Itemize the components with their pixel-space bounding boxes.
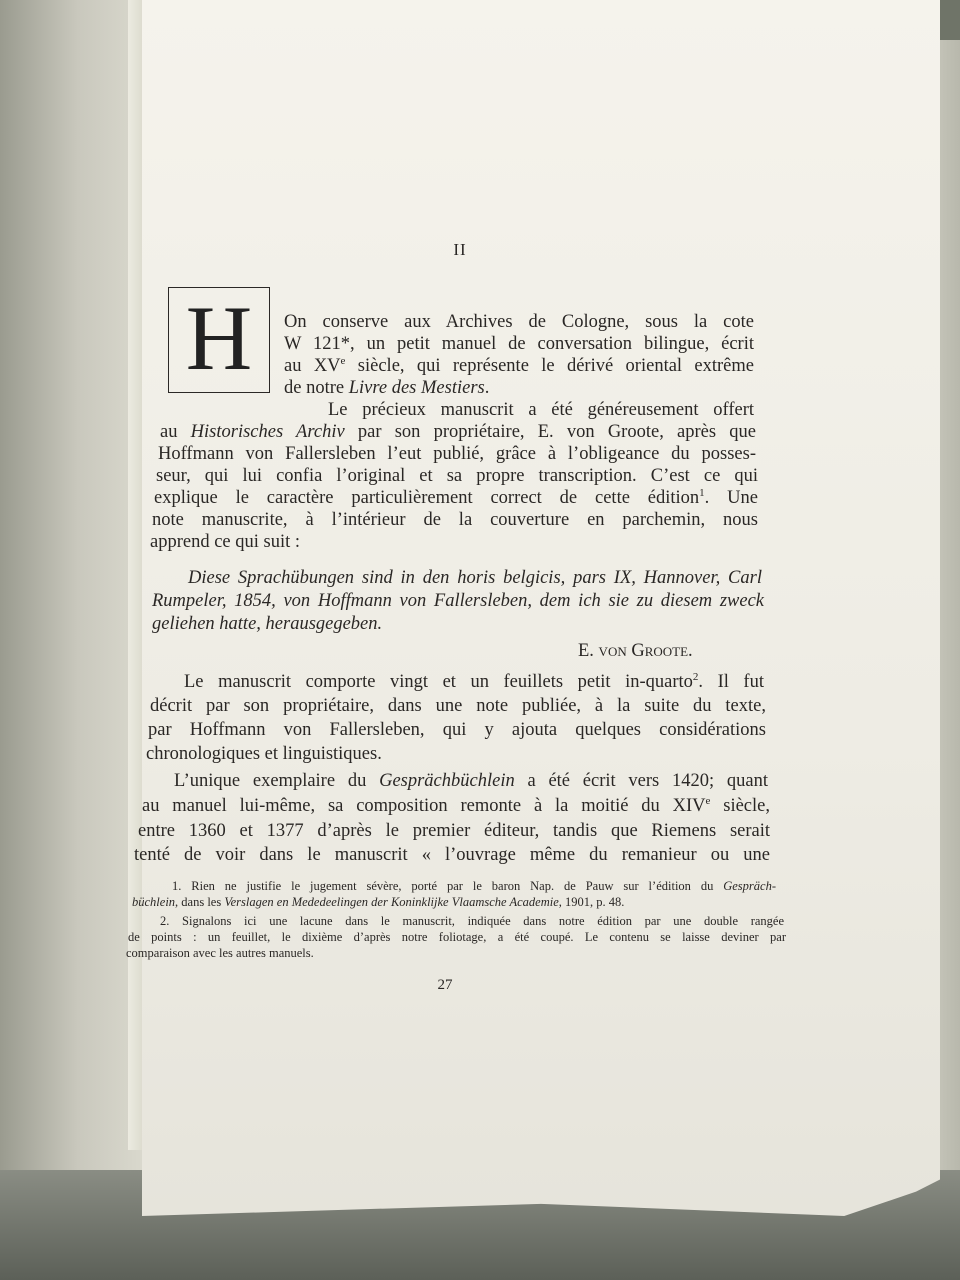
drop-cap-letter: H — [185, 287, 253, 389]
chapter-number: II — [453, 240, 467, 259]
text-line: décrit par son propriétaire, dans une note publiée, à la suite du texte, — [150, 696, 766, 716]
text-line: explique le caractère particulièrement correct de cette édition$^1$. Une — [154, 487, 758, 508]
text-line: par Hoffmann von Fallersleben, qui y ajouta quelques considérations — [148, 720, 766, 740]
page-edge — [128, 0, 142, 1150]
text-line: seur, qui lui confia l’original et sa propre transcription. C’est ce qui — [156, 466, 758, 486]
quote-line: geliehen hatte, herausgegeben. — [152, 614, 383, 634]
text-line: tenté de voir dans le manuscrit « l’ouvrage même du remanieur ou une — [134, 845, 770, 865]
text-line: chronologiques et linguistiques. — [146, 744, 382, 764]
quote-line: Diese Sprachübungen sind in den horis belgicis, pars IX, Hannover, Carl — [188, 568, 762, 588]
text-line: apprend ce qui suit : — [150, 532, 301, 552]
text-line: Le manuscrit comporte vingt et un feuillets petit in-quarto$^2$. Il fut — [184, 671, 764, 692]
text-line: Hoffmann von Fallersleben l’eut publié, grâce à l’obligeance du posses- — [158, 444, 756, 464]
quote-signature: E. von Groote. — [578, 641, 693, 661]
text-line: L’unique exemplaire du Gesprächbüchlein a été écrit vers 1420; quant — [174, 771, 768, 791]
footnote-line: 2. Signalons ici une lacune dans le manuscrit, indiquée dans notre édition par une double rangée — [160, 914, 784, 928]
footnote-line: 1. Rien ne justifie le jugement sévère, porté par le baron Nap. de Pauw sur l’édition du Gespräch- — [172, 879, 776, 893]
drop-cap-frame — [168, 287, 270, 393]
text-line: au manuel lui-même, sa composition remonte à la moitié du XIVe siècle, — [142, 795, 770, 816]
text-line: On conserve aux Archives de Cologne, sous la cote — [284, 312, 754, 332]
quote-line: Rumpeler, 1854, von Hoffmann von Fallersleben, dem ich sie zu diesem zweck — [152, 591, 764, 611]
text-line: note manuscrite, à l’intérieur de la couverture en parchemin, nous — [152, 510, 758, 530]
text-line: au Historisches Archiv par son propriétaire, E. von Groote, après que — [160, 422, 756, 442]
footnote-line: de points : un feuillet, le dixième d’après notre foliotage, a été coupé. Le contenu se laisse deviner par — [128, 930, 786, 944]
footnote-line: büchlein, dans les Verslagen en Mededeelingen der Koninklijke Vlaamsche Academie, 1901, p. 48. — [132, 895, 625, 909]
text-line: au XVe siècle, qui représente le dérivé oriental extrême — [284, 355, 754, 376]
footnote-line: comparaison avec les autres manuels. — [126, 946, 314, 960]
previous-page — [0, 0, 142, 1280]
text-line: de notre Livre des Mestiers. — [284, 378, 490, 398]
page-number: 27 — [437, 977, 453, 993]
text-line: W 121*, un petit manuel de conversation bilingue, écrit — [284, 334, 754, 354]
text-line: entre 1360 et 1377 d’après le premier éditeur, tandis que Riemens serait — [138, 821, 770, 841]
text-line: Le précieux manuscrit a été généreusement offert — [328, 400, 754, 420]
